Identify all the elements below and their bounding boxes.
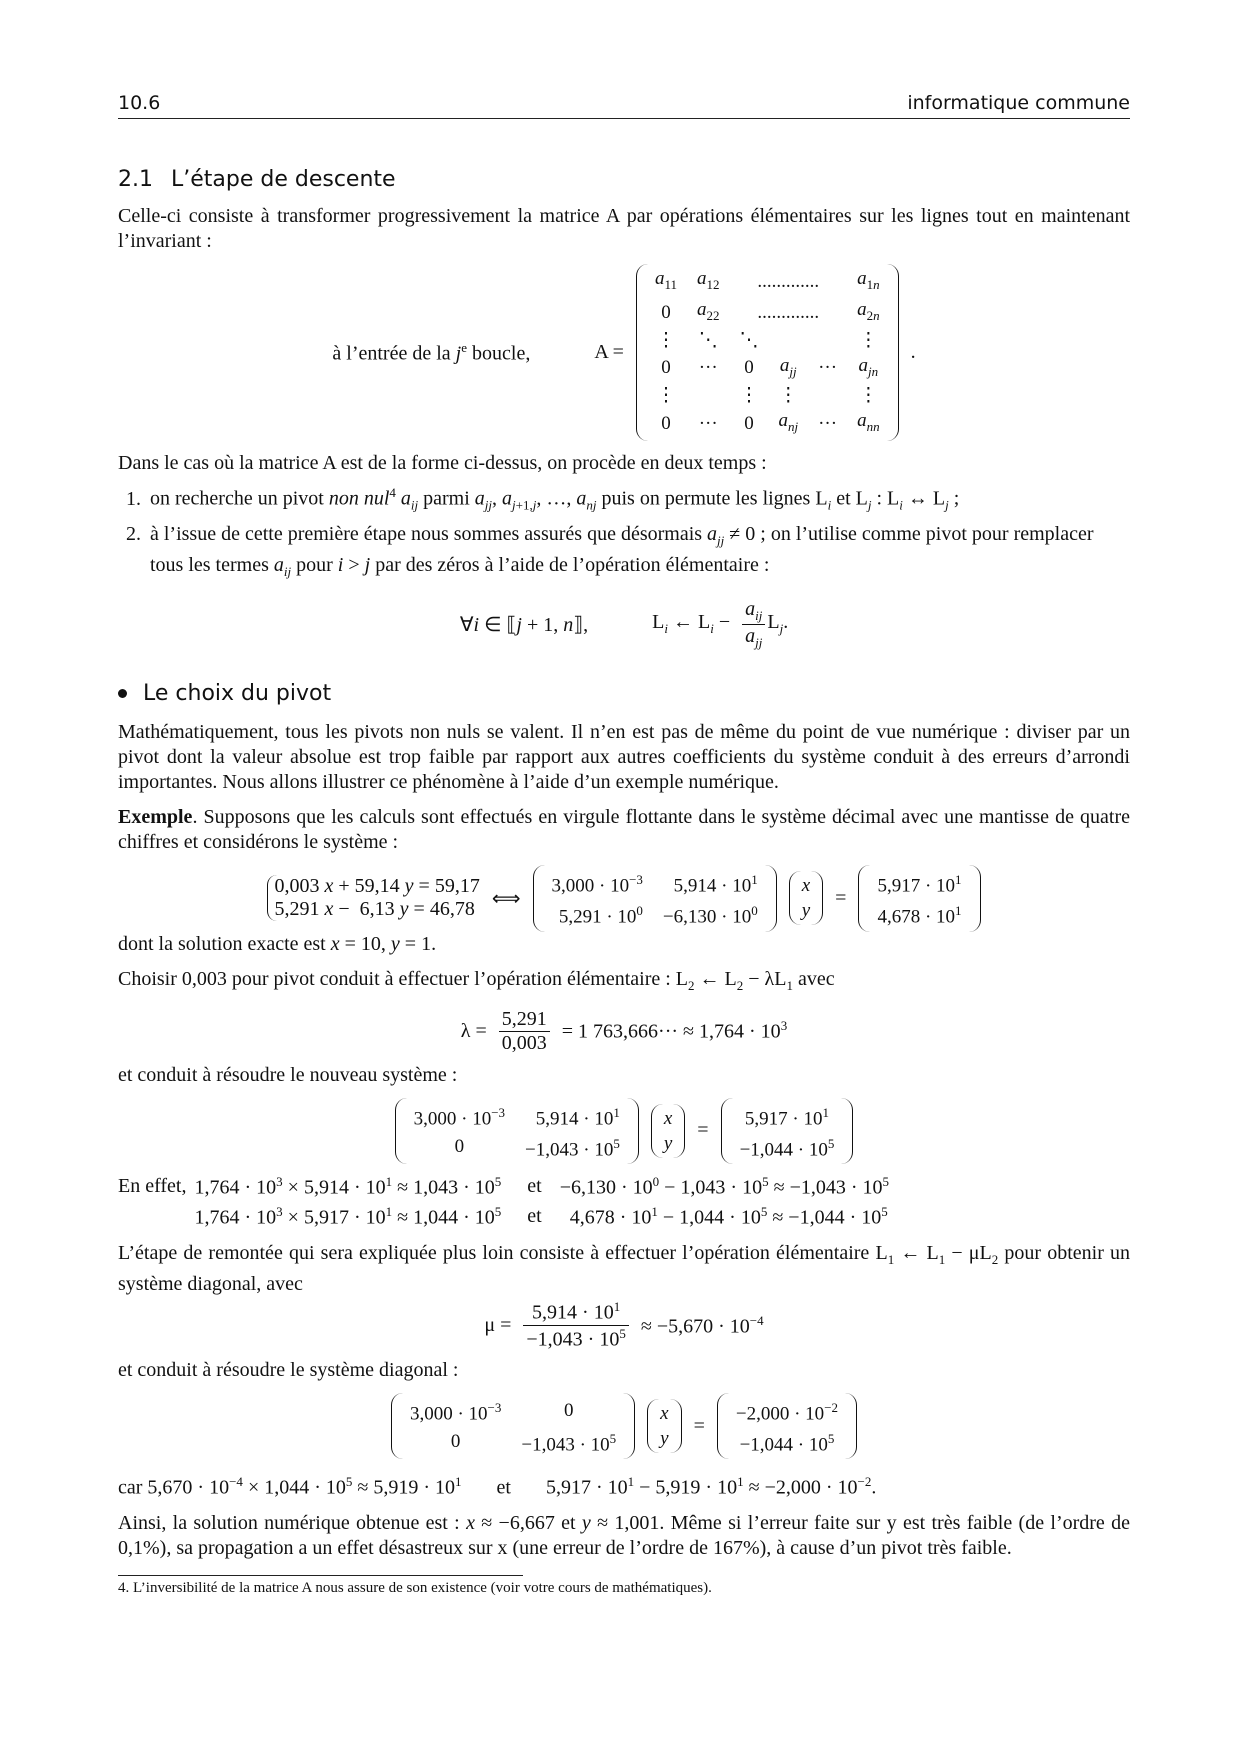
page-header bbox=[118, 92, 1130, 119]
bullet-icon bbox=[118, 689, 127, 698]
document-page bbox=[118, 92, 1130, 1597]
header-section-number: 10.6 bbox=[118, 92, 161, 114]
intro-paragraph: Celle-ci consiste à transformer progressivement la matrice A par opérations élémentaires sur les lignes tout en maintenant l’invariant : bbox=[118, 205, 1130, 252]
pivot-paragraph: Mathématiquement, tous les pivots non nuls se valent. Il n’en est pas de même du point de vue numérique : diviser par un pivot dont la valeur absolue est trop faible par rapport aux autres coefficients du système conduit à des erreurs d’arrondi importantes. Nous allons illustrer ce phénomène à l’aide d’un exemple numérique. bbox=[118, 720, 1130, 793]
cas-paragraph: Dans le cas où la matrice A est de la forme ci-dessus, on procède en deux temps : bbox=[118, 452, 767, 475]
example-system: 0,003 x + 59,14 y = 59,17 5,291 x − 6,13 y = 46,78 ⟺ $3,000 \cdot 10^{-3}$ $5,914 \cdot 10^1$ $5,291 \cdot 10^0$ $-6,130 \cdot 10^0$ x y = $5,917 \cdot 10^1$ $4,678 \cdot 10^1$ bbox=[118, 865, 1130, 932]
solution-paragraph: dont la solution exacte est x = 10, y = 1. bbox=[118, 932, 437, 955]
lambda-equation: λ = $\frac{5,291}{0,003}$ = 1 $763,666\cdot\cdot\cdot \approx 1,764 \cdot 10^3$ bbox=[460, 1007, 788, 1054]
step-1: 1. on recherche un pivot non nul$^4$ $a_{ij}$ parmi $a_{jj}$, $a_{j+1,j}$, …, $a_{nj}$ puis on permute les lignes $L_i$ et $L_j$ : $L_i$ ↔ $L_j$ ; bbox=[146, 480, 1130, 518]
section-heading: 2.1 L’étape de descente bbox=[118, 167, 396, 192]
diagonal-system: $3,000 \cdot 10^{-3}$ 0 0 $-1,043 \cdot 10^5$ x y = $-2,000 \cdot 10^{-2}$ $-1,044 \cdot 10^5$ bbox=[118, 1393, 1130, 1460]
step-2: 2. à l’issue de cette première étape nous sommes assurés que désormais $a_{jj} \ne 0$ ; on l’utilise comme pivot pour remplacer tous les termes $a_{ij}$ pour i > j par des zéros à l’aide de l’opération élémentaire : bbox=[146, 522, 1130, 584]
remontee-paragraph: L’étape de remontée qui sera expliquée plus loin consiste à effectuer l’opération élémentaire $L_1$ ← $L_1 - \mu L_2$ pour obtenir un système diagonal, avec bbox=[118, 1242, 1131, 1296]
mu-equation: μ = $\frac{5,914 \cdot 10^1}{-1,043 \cdot 10^5}$ ≈ $-5,670 \cdot 10^{-4}$ bbox=[484, 1299, 764, 1351]
steps-list bbox=[146, 480, 1130, 584]
header-course-title: informatique commune bbox=[907, 92, 1130, 114]
invariant-label: à l’entrée de la $j^e$ boucle, bbox=[332, 339, 531, 365]
car-paragraph: car $5,670 \cdot 10^{-4} \times 1,044 \cdot 10^5 \approx 5,919 \cdot 10^1$ et $5,917 \cdot 10^1 - 5,919 \cdot 10^1 \approx -2,000 \cdot 10^{-2}$. bbox=[118, 1474, 877, 1500]
upper-triangular-matrix: $a_{11}$ $a_{12}$ ............. $a_{1n}$ 0 $a_{22}$ ............. $a_{2n}$ ⋮ ⋱ ⋱ ⋮ 0 ··· 0 $a_{jj}$ ··· $a_{jn}$ ⋮ ⋮ ⋮ ⋮ 0 ··· 0 $a_{nj}$ ··· $a_{nn}$ bbox=[636, 264, 899, 441]
ainsi-paragraph: Ainsi, la solution numérique obtenue est : x ≈ −6,667 et y ≈ 1,001. Même si l’erreur faite sur y est très faible (de l’ordre de 0,1%), sa propagation a un effet désastreux sur x (une erreur de l’ordre de 167%), à cause d’un pivot très faible. bbox=[118, 1512, 1130, 1560]
invariant-equation: à l’entrée de la $j^e$ boucle, A = $a_{11}$ $a_{12}$ ............. $a_{1n}$ 0 $a_{22}$ ............. $a_{2n}$ ⋮ ⋱ ⋱ ⋮ 0 ··· 0 $a_{jj}$ ··· $a_{jn}$ ⋮ ⋮ ⋮ ⋮ 0 ··· 0 $a_{nj}$ ··· $a_{nn}$ . bbox=[118, 264, 1130, 441]
nouveau-paragraph: et conduit à résoudre le nouveau système : bbox=[118, 1063, 458, 1086]
diagonal-paragraph: et conduit à résoudre le système diagonal : bbox=[118, 1358, 459, 1381]
elimination-formula: ∀i ∈ ⟦j + 1, n⟧, $L_i$ ← $L_i$ − $\frac{a_{ij}}{a_{jj}}$ $L_j$. bbox=[459, 597, 789, 650]
pivot-heading: Le choix du pivot bbox=[118, 681, 1130, 706]
effect-computations: En effet, $1,764 \cdot 10^3 \times 5,914 \cdot 10^1 \approx 1,043 \cdot 10^5$ et $-6,130 \cdot 10^0 - 1,043 \cdot 10^5 \approx -1,043 \cdot 10^5$ $1,764 \cdot 10^3 \times 5,917 \cdot 10^1 \approx 1,044 \cdot 10^5$ et $4,678 \cdot 10^1 - 1,044 \cdot 10^5 \approx -1,044 \cdot 10^5$ bbox=[118, 1174, 890, 1229]
choisir-paragraph: Choisir 0,003 pour pivot conduit à effectuer l’opération élémentaire : $L_2$ ← $L_2 - \lambda L_1$ avec bbox=[118, 967, 835, 993]
footnote: 4. L’inversibilité de la matrice A nous assure de son existence (voir votre cours de mathématiques). bbox=[118, 1575, 523, 1597]
exemple-paragraph: Exemple. Supposons que les calculs sont effectués en virgule flottante dans le système décimal avec une mantisse de quatre chiffres et considérons le système : bbox=[118, 805, 1130, 853]
new-system: $3,000 \cdot 10^{-3}$ $5,914 \cdot 10^1$ 0 $-1,043 \cdot 10^5$ x y = $5,917 \cdot 10^1$ $-1,044 \cdot 10^5$ bbox=[118, 1098, 1130, 1165]
